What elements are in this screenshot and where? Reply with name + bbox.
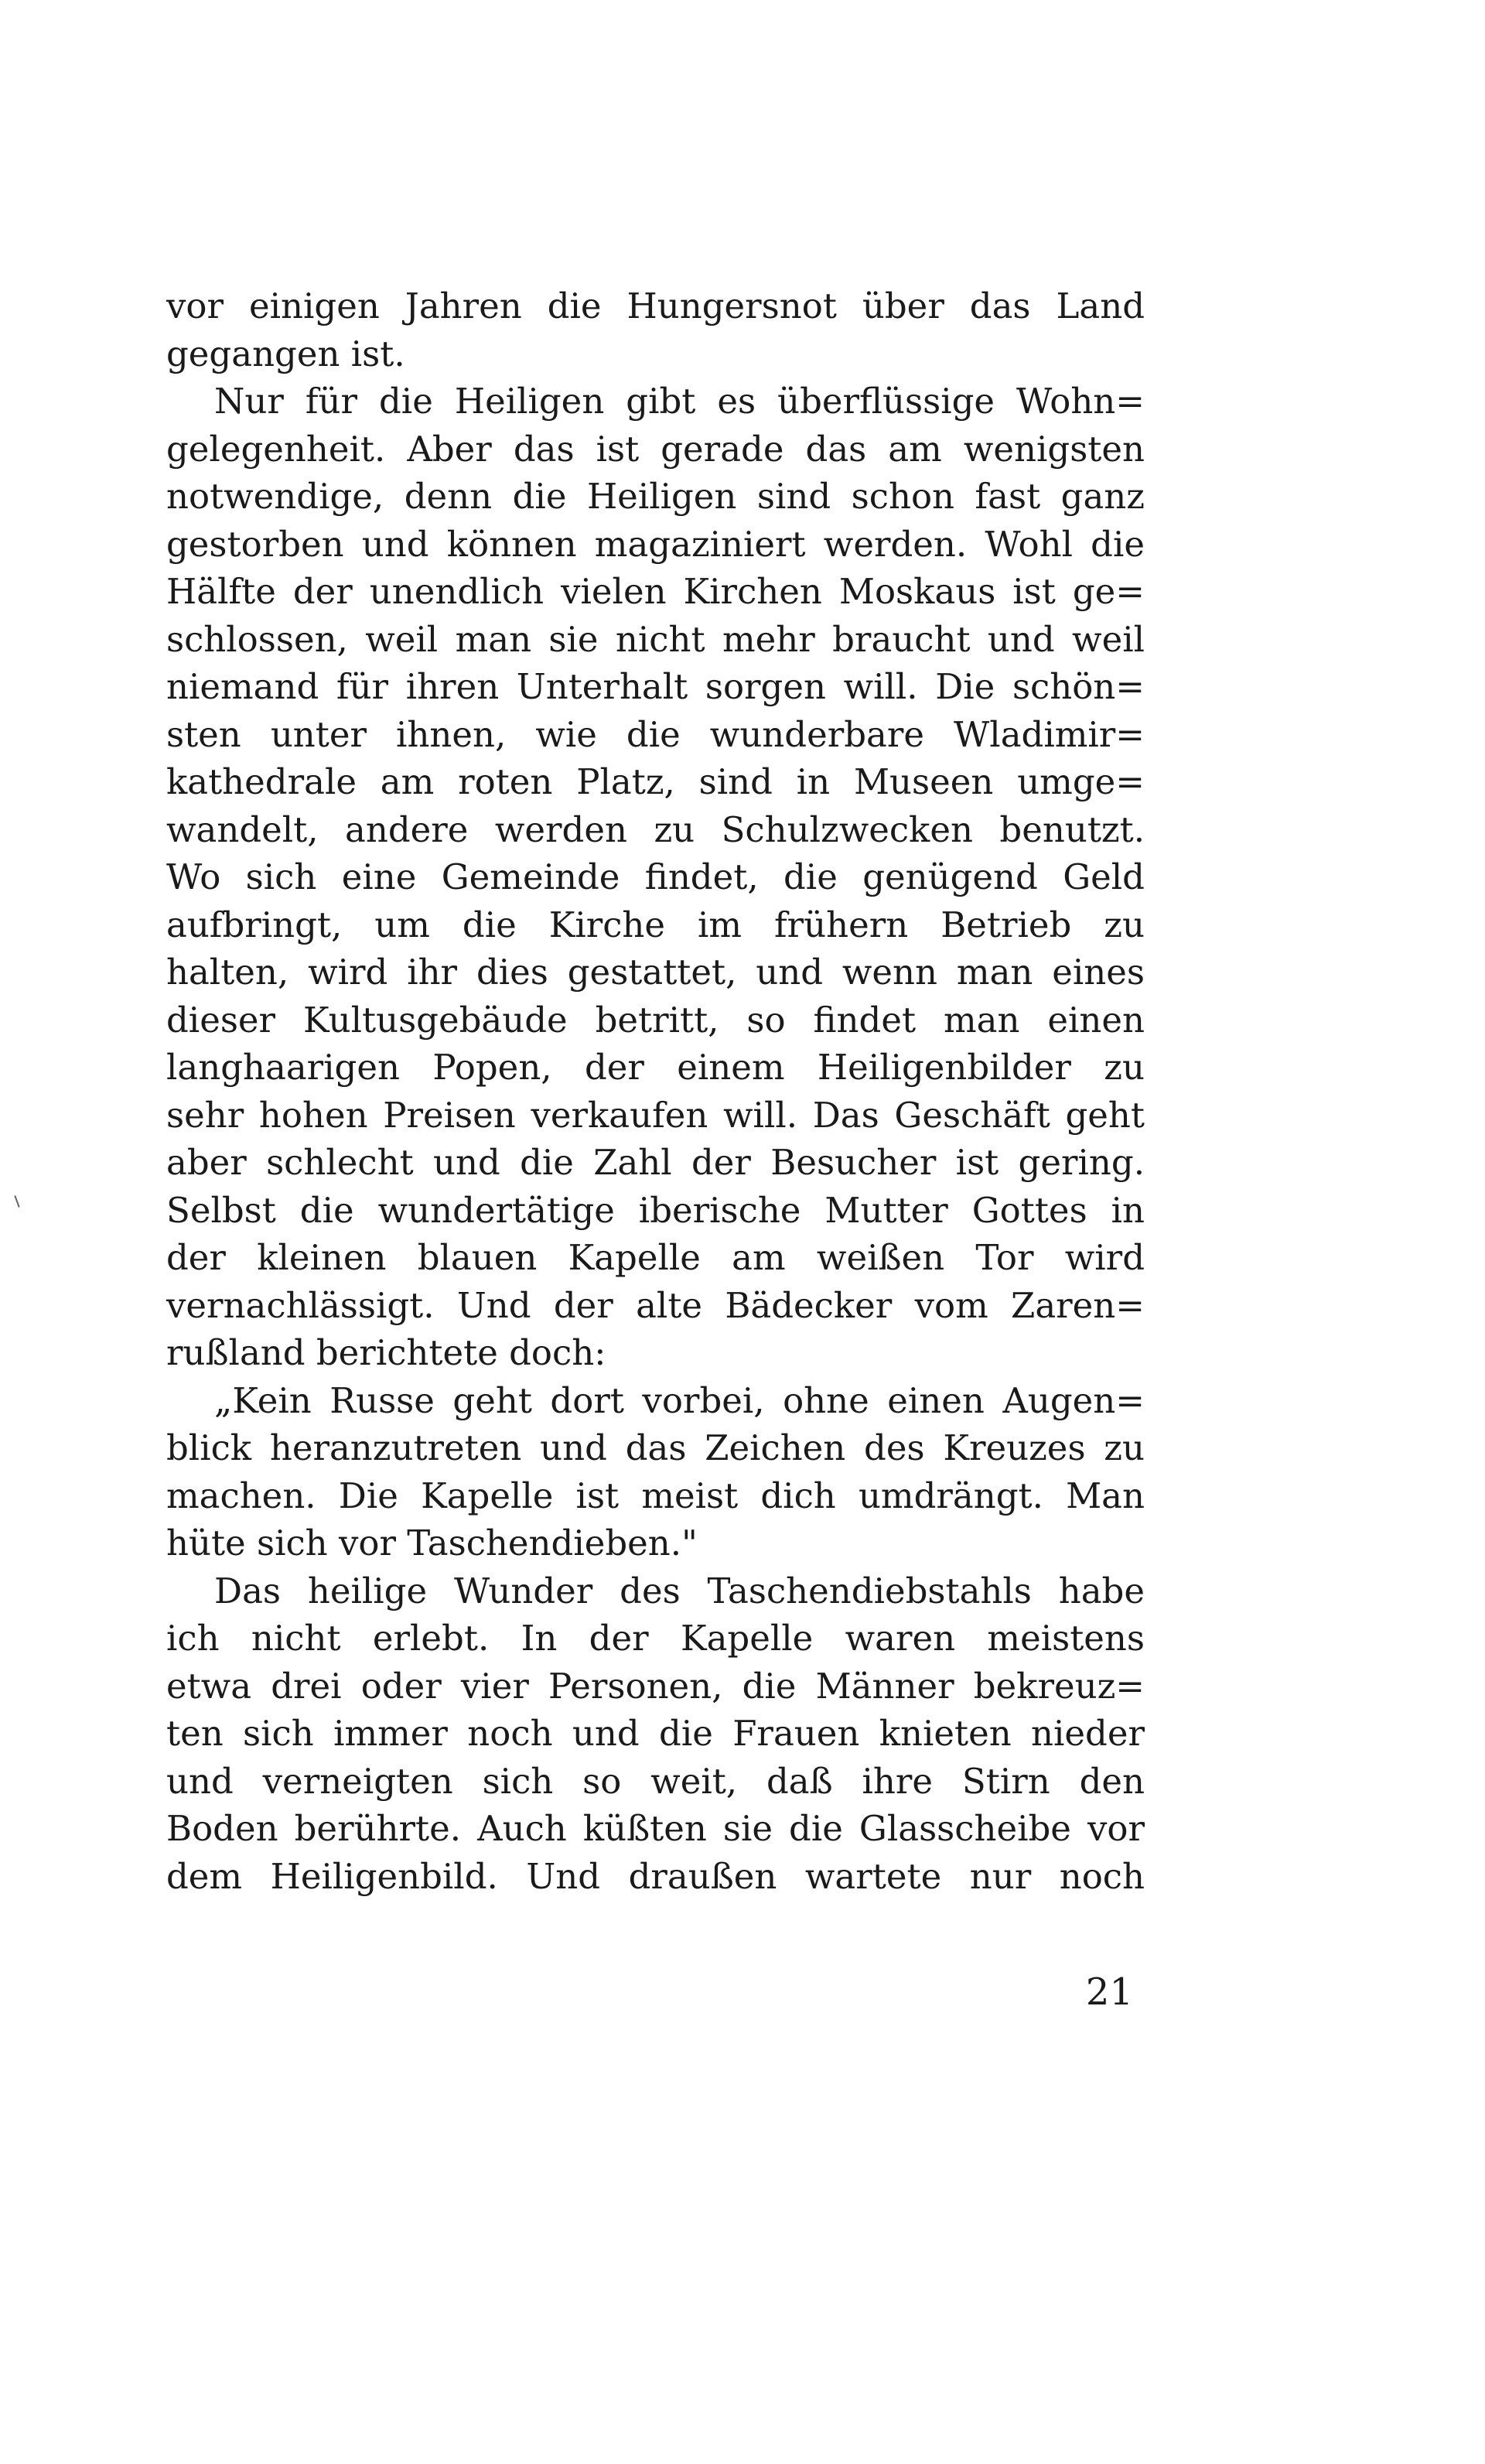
text-line: und verneigten sich so weit, daß ihre Stirn den: [166, 1760, 1145, 1802]
text-line: aber schlecht und die Zahl der Besucher ist gering.: [166, 1142, 1145, 1183]
text-line: etwa drei oder vier Personen, die Männer bekreuz=: [166, 1665, 1145, 1707]
text-line: ich nicht erlebt. In der Kapelle waren meistens: [166, 1618, 1145, 1659]
text-line: aufbringt, um die Kirche im frühern Betrieb zu: [166, 904, 1145, 945]
text-line: halten, wird ihr dies gestattet, und wenn man eines: [166, 952, 1145, 993]
text-line: vernachlässigt. Und der alte Bädecker vom Zaren=: [166, 1284, 1145, 1326]
text-line: dieser Kultusgebäude betritt, so findet man einen: [166, 999, 1145, 1041]
page-number: 21: [1085, 1970, 1133, 2014]
text-line: sehr hohen Preisen verkaufen will. Das Geschäft geht: [166, 1094, 1145, 1136]
text-line: Wo sich eine Gemeinde findet, die genügend Geld: [166, 856, 1145, 897]
quote-line: hüte sich vor Taschendieben.": [166, 1522, 698, 1563]
text-line: Boden berührte. Auch küßten sie die Glasscheibe vor: [166, 1808, 1145, 1849]
text-line: wandelt, andere werden zu Schulzwecken benutzt.: [166, 808, 1145, 850]
text-line: dem Heiligenbild. Und draußen wartete nur noch: [166, 1855, 1145, 1897]
text-line: langhaarigen Popen, der einem Heiligenbilder zu: [166, 1047, 1145, 1088]
text-line: vor einigen Jahren die Hungersnot über das Land: [166, 285, 1145, 326]
text-line: notwendige, denn die Heiligen sind schon fast ganz: [166, 476, 1145, 517]
text-line: gestorben und können magaziniert werden. Wohl die: [166, 523, 1145, 565]
text-line: der kleinen blauen Kapelle am weißen Tor wird: [166, 1237, 1145, 1278]
quote-line: machen. Die Kapelle ist meist dich umdrängt. Man: [166, 1475, 1145, 1516]
text-line: rußland berichtete doch:: [166, 1332, 606, 1373]
text-line: Das heilige Wunder des Taschendiebstahls habe: [214, 1570, 1145, 1611]
text-line: schlossen, weil man sie nicht mehr braucht und weil: [166, 618, 1145, 660]
text-line: gegangen ist.: [166, 333, 405, 374]
scan-speck: [14, 1195, 19, 1208]
text-line: kathedrale am roten Platz, sind in Museen umge=: [166, 761, 1145, 802]
text-line: sten unter ihnen, wie die wunderbare Wladimir=: [166, 713, 1145, 755]
text-line: Selbst die wundertätige iberische Mutter Gottes in: [166, 1189, 1145, 1231]
quote-line: „Kein Russe geht dort vorbei, ohne einen Augen=: [214, 1379, 1145, 1421]
text-line: niemand für ihren Unterhalt sorgen will. Die schön=: [166, 666, 1145, 707]
text-line: Nur für die Heiligen gibt es überflüssige Wohn=: [214, 381, 1145, 422]
text-line: gelegenheit. Aber das ist gerade das am wenigsten: [166, 428, 1145, 470]
text-line: ten sich immer noch und die Frauen knieten nieder: [166, 1713, 1145, 1754]
text-line: Hälfte der unendlich vielen Kirchen Moskaus ist ge=: [166, 571, 1145, 612]
quote-line: blick heranzutreten und das Zeichen des Kreuzes zu: [166, 1427, 1145, 1468]
body-text: [166, 282, 1145, 1900]
